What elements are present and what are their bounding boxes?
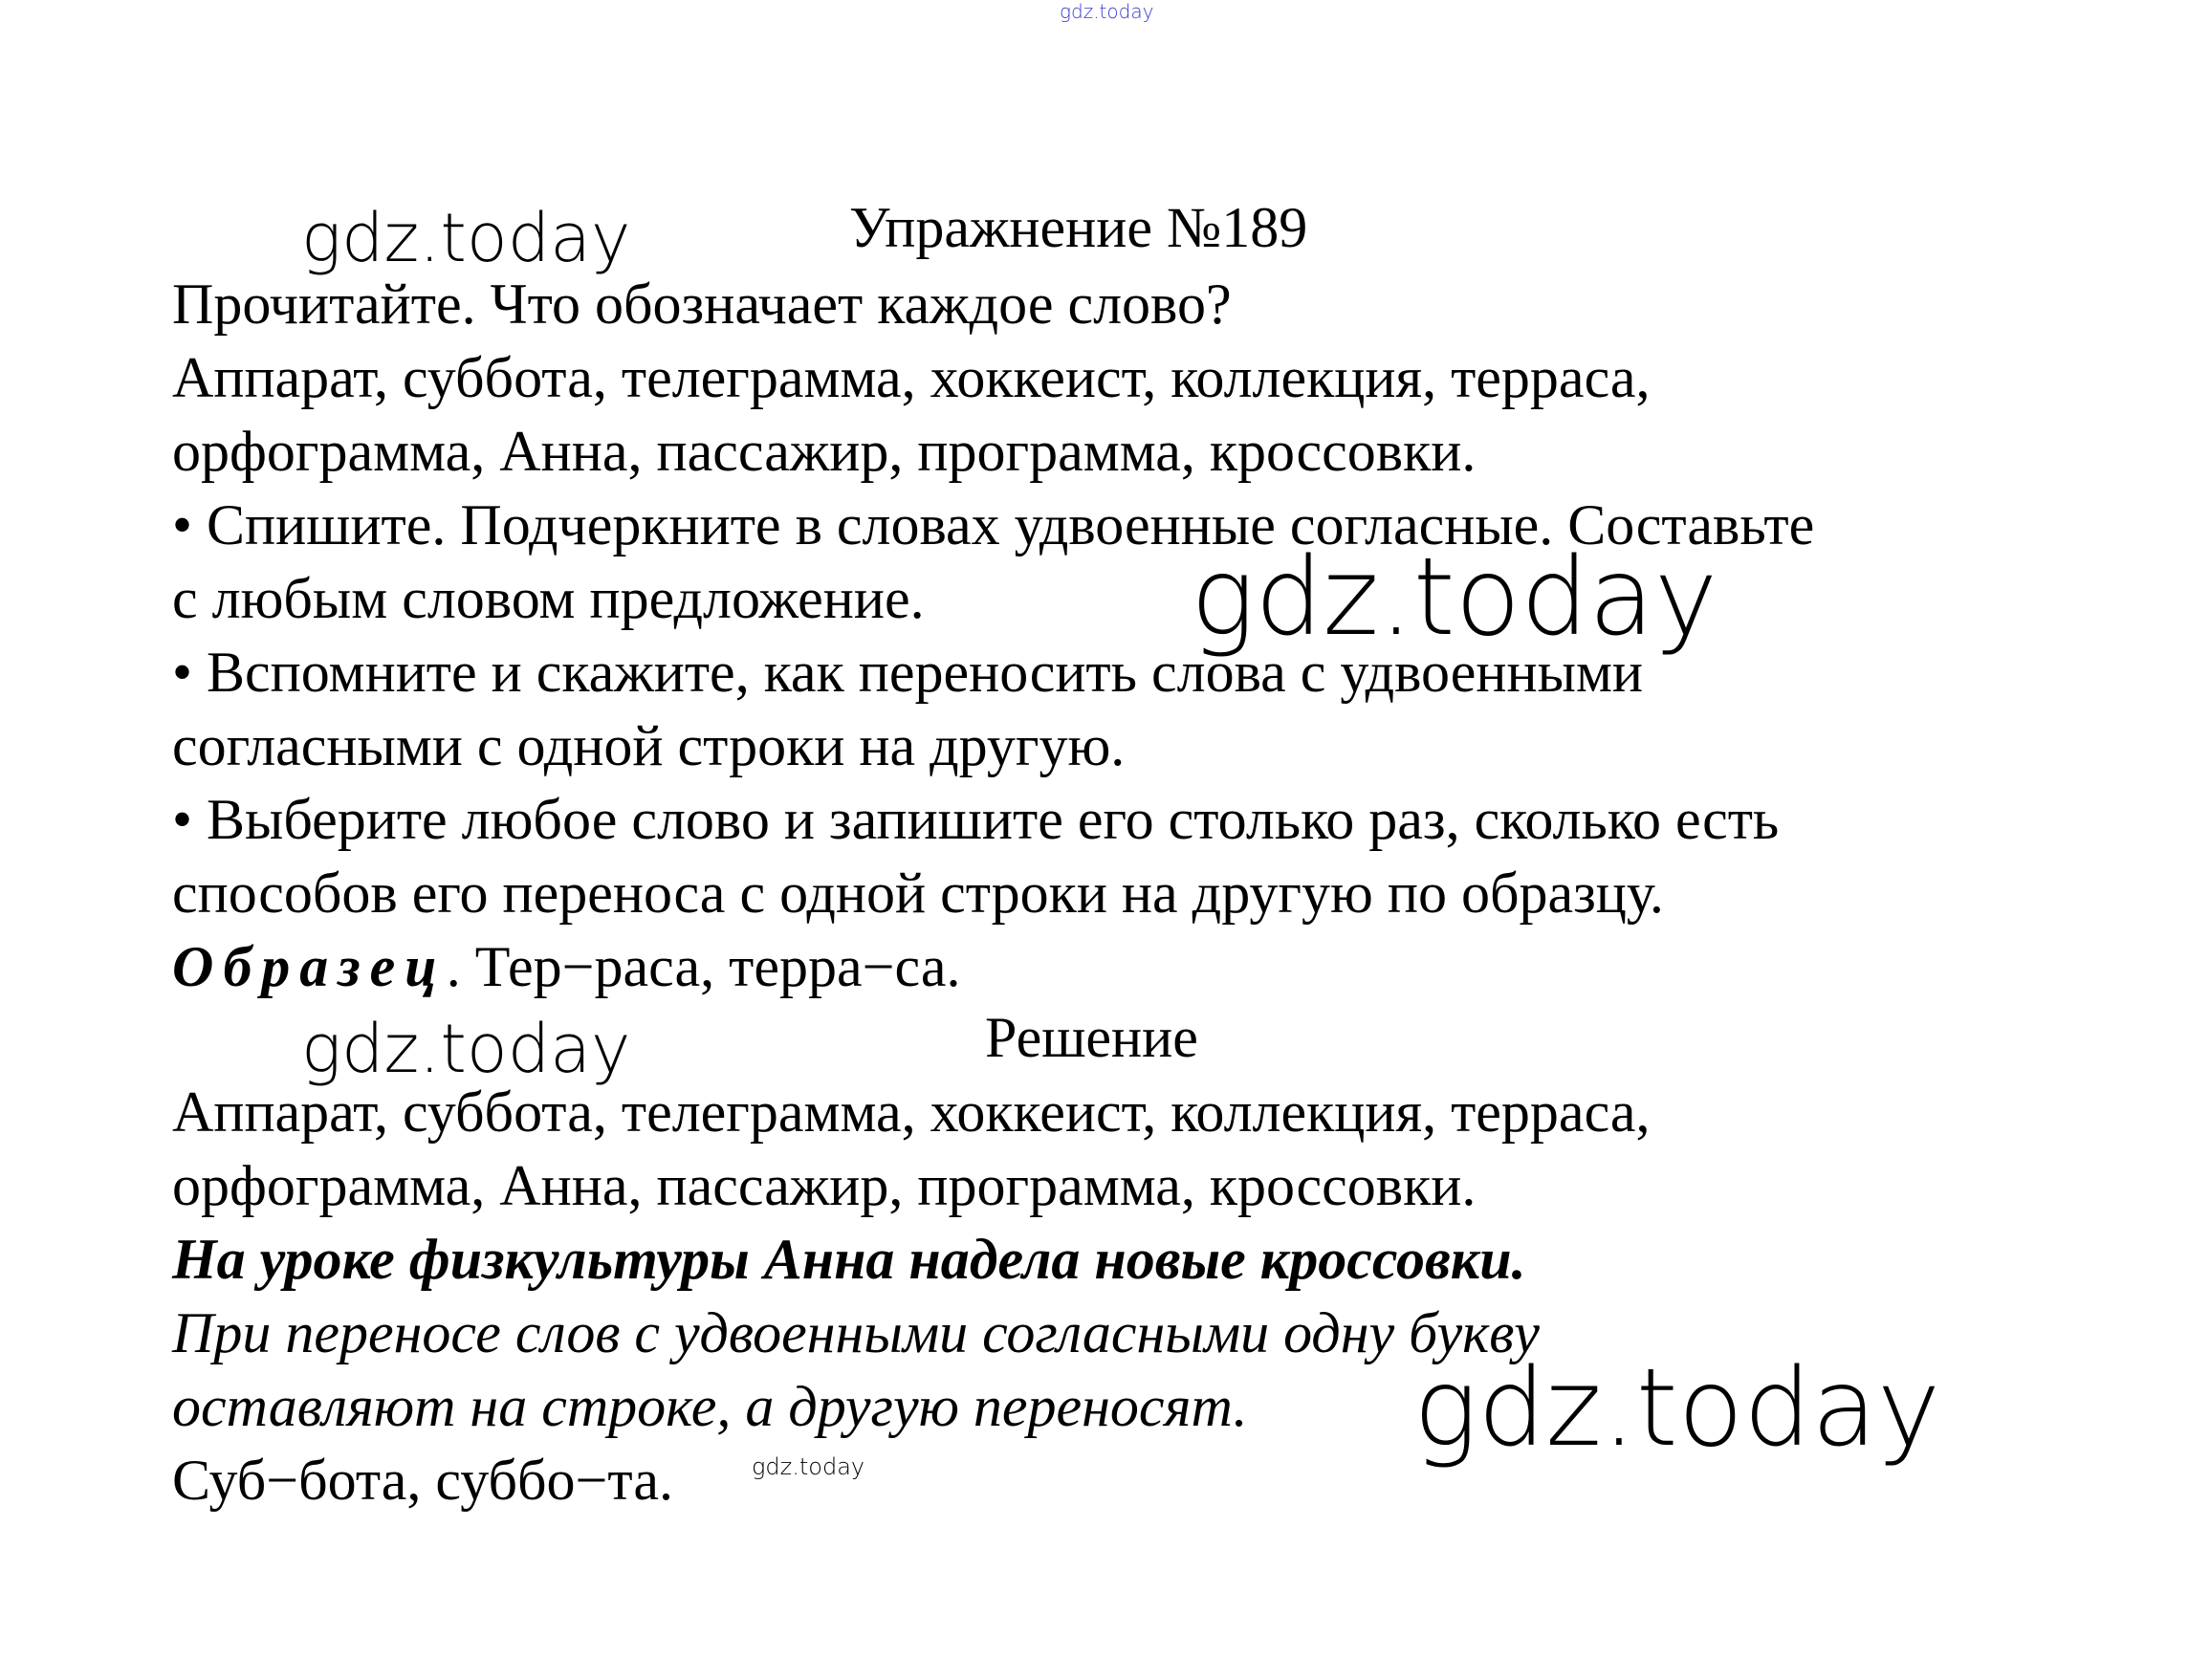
solution-title: Решение	[985, 1006, 1198, 1069]
watermark: gdz.today	[301, 1010, 631, 1088]
solution-sentence: На уроке физкультуры Анна надела новые кроссовки.	[172, 1228, 1526, 1291]
exercise-line: с любым словом предложение.	[172, 567, 925, 630]
solution-words-line: орфограмма, Анна, пассажир, программа, кроссовки.	[172, 1154, 1477, 1217]
exercise-line: • Спишите. Подчеркните в словах удвоенные согласные. Составьте	[172, 493, 1815, 556]
watermark: gdz.today	[1413, 1346, 1941, 1471]
exercise-title: Упражнение №189	[849, 196, 1308, 259]
exercise-line: Аппарат, суббота, телеграмма, хоккеист, коллекция, терраса,	[172, 346, 1651, 409]
exercise-line: Прочитайте. Что обозначает каждое слово?	[172, 273, 1232, 336]
watermark: gdz.today	[301, 199, 631, 277]
watermark: gdz.today	[1191, 535, 1718, 660]
solution-rule-line: При переносе слов с удвоенными согласными одну букву	[172, 1301, 1540, 1364]
solution-example: Суб−бота, суббо−та.	[172, 1449, 673, 1512]
sample-text: . Тер−раса, терра−са.	[446, 935, 961, 998]
exercise-line: согласными с одной строки на другую.	[172, 714, 1126, 777]
solution-words-line: Аппарат, суббота, телеграмма, хоккеист, коллекция, терраса,	[172, 1080, 1651, 1144]
exercise-line: орфограмма, Анна, пассажир, программа, кроссовки.	[172, 420, 1477, 483]
solution-rule-line: оставляют на строке, а другую переносят.	[172, 1375, 1248, 1438]
sample-line	[172, 935, 961, 998]
exercise-line: способов его переноса с одной строки на другую по образцу.	[172, 862, 1664, 925]
sample-label: Образец	[172, 935, 447, 998]
watermark: gdz.today	[752, 1453, 865, 1480]
watermark-top: gdz.today	[1060, 0, 1154, 23]
exercise-line: • Вспомните и скажите, как переносить слова с удвоенными	[172, 641, 1644, 704]
exercise-line: • Выберите любое слово и запишите его столько раз, сколько есть	[172, 788, 1780, 851]
